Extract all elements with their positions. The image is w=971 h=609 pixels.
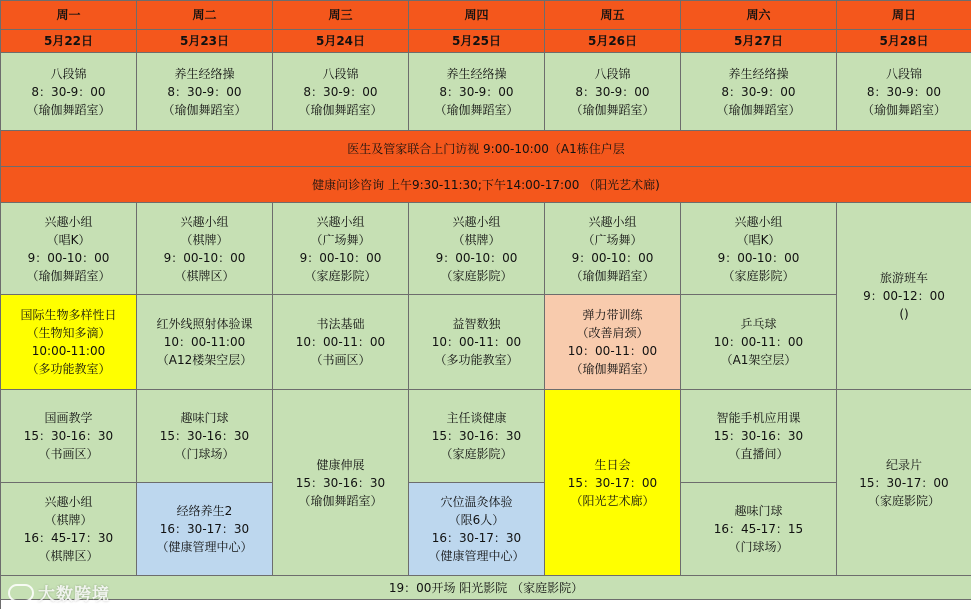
activity-time: 9：00-10：00	[435, 250, 518, 265]
weekday-header	[273, 1, 409, 30]
activity-name: 兴趣小组	[452, 214, 501, 229]
activity-cell	[273, 295, 409, 390]
activity-cell	[409, 390, 545, 483]
activity-place: （多功能教室）	[26, 362, 111, 376]
date-label: 5月26日	[587, 34, 638, 48]
activity-time: 10：00-11：00	[567, 344, 658, 358]
activity-time: 8：30-9：00	[439, 84, 514, 99]
weekday-label: 周四	[464, 8, 489, 22]
activity-name: 穴位温灸体验	[440, 495, 513, 509]
activity-name: 养生经络操	[174, 66, 235, 81]
activity-time: 9：00-12：00	[863, 289, 945, 303]
activity-name: 兴趣小组	[588, 214, 637, 229]
activity-time: 8：30-9：00	[31, 84, 106, 99]
activity-name: 兴趣小组	[734, 214, 783, 229]
visit-banner-text: 医生及管家联合上门访视 9:00-10:00（A1栋住户层	[347, 141, 625, 156]
activity-cell	[681, 295, 837, 390]
activity-name: 旅游班车	[879, 271, 928, 285]
activity-cell	[409, 53, 545, 131]
activity-name: 八段锦	[885, 66, 922, 81]
activity-name: 智能手机应用课	[716, 411, 801, 425]
activity-time: 15：30-17：00	[859, 475, 949, 490]
activity-cell	[409, 483, 545, 576]
watermark	[8, 580, 110, 605]
activity-cell	[681, 203, 837, 295]
activity-time: 8：30-9：00	[303, 84, 378, 99]
watermark-text: 大数跨境	[38, 585, 110, 605]
activity-cell	[137, 53, 273, 131]
activity-time: 9：00-10：00	[571, 250, 654, 265]
activity-cell	[837, 53, 971, 131]
activity-name: 主任谈健康	[446, 411, 507, 425]
activity-sub: （广场舞）	[310, 232, 371, 247]
activity-place: （瑜伽舞蹈室）	[716, 102, 801, 117]
activity-name: 健康伸展	[316, 457, 365, 472]
evening-banner-text: 19：00开场 阳光影院 （家庭影院）	[388, 580, 584, 595]
activity-cell	[545, 390, 681, 576]
activity-sub: （改善肩颈）	[576, 326, 649, 340]
activity-time: 16：45-17：15	[713, 522, 804, 536]
date-header	[1, 30, 137, 53]
activity-place: （棋牌区）	[174, 268, 235, 283]
weekday-label: 周五	[600, 8, 625, 22]
activity-name: 国际生物多样性日	[20, 308, 117, 322]
activity-name: 趣味门球	[734, 504, 783, 518]
weekday-header	[837, 1, 971, 30]
activity-name: 养生经络操	[728, 66, 789, 81]
date-label: 5月22日	[43, 34, 94, 48]
activity-time: 16：45-17：30	[23, 531, 114, 545]
activity-name: 八段锦	[50, 66, 87, 81]
activity-cell	[1, 483, 137, 576]
activity-time: 15：30-16：30	[431, 429, 522, 443]
activity-time: 10:00-11:00	[31, 344, 106, 358]
activity-place: （瑜伽舞蹈室）	[162, 102, 247, 117]
activity-place: （健康管理中心）	[156, 540, 253, 554]
activity-place: （瑜伽舞蹈室）	[26, 102, 111, 117]
date-label: 5月27日	[733, 34, 784, 48]
activity-time: 9：00-10：00	[299, 250, 382, 265]
activity-sub: （唱K）	[736, 232, 781, 247]
activity-name: 书法基础	[316, 317, 365, 331]
activity-sub: （广场舞）	[582, 232, 643, 247]
activity-time: 10：00-11:00	[163, 335, 246, 349]
activity-place: （A12楼架空层）	[156, 353, 253, 367]
activity-time: 15：30-16：30	[295, 475, 386, 490]
activity-place: （瑜伽舞蹈室）	[570, 362, 655, 376]
weekday-header	[545, 1, 681, 30]
date-header	[681, 30, 837, 53]
evening-banner	[1, 576, 971, 600]
activity-name: 弹力带训练	[582, 308, 643, 322]
date-label: 5月23日	[179, 34, 230, 48]
weekday-label: 周六	[746, 8, 771, 22]
date-label: 5月28日	[879, 34, 929, 48]
activity-cell	[409, 295, 545, 390]
activity-cell	[1, 53, 137, 131]
activity-place: （瑜伽舞蹈室）	[861, 102, 946, 117]
activity-time: 10：00-11：00	[431, 335, 522, 349]
activity-name: 国画教学	[44, 411, 93, 425]
activity-place: （瑜伽舞蹈室）	[26, 268, 111, 283]
activity-cell	[137, 390, 273, 483]
activity-cell	[545, 203, 681, 295]
activity-place: （健康管理中心）	[428, 549, 525, 563]
activity-place: （家庭影院）	[304, 268, 377, 283]
activity-place: （瑜伽舞蹈室）	[434, 102, 519, 117]
activity-name: 养生经络操	[446, 66, 507, 81]
activity-name: 八段锦	[322, 66, 359, 81]
activity-sub: （限6人）	[448, 513, 505, 527]
activity-sub: （棋牌）	[452, 232, 501, 247]
activity-time: 15：30-16：30	[23, 429, 114, 443]
activity-name: 趣味门球	[180, 411, 229, 425]
activity-time: 15：30-16：30	[159, 429, 250, 443]
weekday-label: 周一	[56, 8, 81, 22]
activity-time: 10：00-11：00	[295, 335, 386, 349]
activity-cell	[137, 483, 273, 576]
activity-cell	[681, 53, 837, 131]
activity-cell	[273, 390, 409, 576]
activity-place: （棋牌区）	[38, 549, 99, 563]
activity-name: 生日会	[594, 457, 631, 472]
activity-time: 8：30-9：00	[167, 84, 242, 99]
consult-banner	[1, 167, 971, 203]
activity-time: 9：00-10：00	[27, 250, 110, 265]
activity-place: （阳光艺术廊）	[570, 493, 655, 508]
weekday-header	[137, 1, 273, 30]
weekday-label: 周二	[192, 8, 217, 22]
activity-time: 8：30-9：00	[866, 84, 942, 99]
activity-sub: （棋牌）	[44, 513, 93, 527]
activity-cell	[273, 53, 409, 131]
activity-place: （家庭影院）	[440, 268, 513, 283]
activity-name: 纪录片	[885, 457, 922, 472]
activity-time: 15：30-17：00	[567, 475, 658, 490]
activity-name: 兴趣小组	[44, 214, 93, 229]
activity-cell	[837, 203, 971, 390]
activity-place: （家庭影院）	[867, 493, 940, 508]
weekday-label: 周三	[328, 8, 353, 22]
activity-time: 9：00-10：00	[163, 250, 246, 265]
activity-cell	[137, 203, 273, 295]
activity-name: 八段锦	[594, 66, 631, 81]
activity-place: （瑜伽舞蹈室）	[570, 268, 655, 283]
activity-cell	[545, 295, 681, 390]
activity-cell	[1, 295, 137, 390]
activity-cell	[837, 390, 971, 576]
activity-cell	[409, 203, 545, 295]
activity-time: 16：30-17：30	[431, 531, 522, 545]
activity-name: 经络养生2	[176, 504, 233, 518]
date-header	[837, 30, 971, 53]
activity-name: 红外线照射体验课	[156, 317, 253, 331]
activity-cell	[273, 203, 409, 295]
activity-place: （瑜伽舞蹈室）	[298, 493, 383, 508]
date-header	[137, 30, 273, 53]
weekday-header	[1, 1, 137, 30]
weekday-header	[681, 1, 837, 30]
weekday-header	[409, 1, 545, 30]
activity-cell	[1, 203, 137, 295]
watermark-logo-icon	[8, 584, 34, 602]
consult-banner-text: 健康问诊咨询 上午9:30-11:30;下午14:00-17:00 （阳光艺术廊)	[312, 177, 660, 192]
activity-cell	[137, 295, 273, 390]
activity-time: 15：30-16：30	[713, 429, 804, 443]
date-header	[545, 30, 681, 53]
date-label: 5月24日	[315, 34, 366, 48]
activity-place: （家庭影院）	[722, 268, 795, 283]
activity-place: （A1架空层）	[720, 353, 797, 367]
date-label: 5月25日	[451, 34, 502, 48]
weekday-label: 周日	[891, 8, 916, 22]
activity-place: （瑜伽舞蹈室）	[570, 102, 655, 117]
activity-cell	[1, 390, 137, 483]
activity-time: 9：00-10：00	[717, 250, 800, 265]
activity-place: （直播间）	[728, 447, 789, 461]
date-header	[409, 30, 545, 53]
activity-name: 兴趣小组	[316, 214, 365, 229]
date-header	[273, 30, 409, 53]
activity-sub: （棋牌）	[180, 232, 229, 247]
activity-time: 8：30-9：00	[721, 84, 796, 99]
activity-place: （门球场）	[174, 447, 235, 461]
activity-cell	[545, 53, 681, 131]
activity-name: 兴趣小组	[180, 214, 229, 229]
activity-time: 16：30-17：30	[159, 522, 250, 536]
activity-cell	[681, 390, 837, 483]
activity-sub: （唱K）	[46, 232, 91, 247]
activity-name: 兴趣小组	[44, 495, 93, 509]
activity-cell	[681, 483, 837, 576]
activity-place: （书画区）	[310, 353, 371, 367]
activity-place: ()	[899, 307, 909, 321]
activity-place: （家庭影院）	[440, 447, 513, 461]
activity-place: （瑜伽舞蹈室）	[298, 102, 383, 117]
activity-place: （多功能教室）	[434, 353, 519, 367]
visit-banner	[1, 131, 971, 167]
activity-place: （书画区）	[38, 447, 99, 461]
activity-name: 益智数独	[452, 317, 501, 331]
activity-time: 10：00-11：00	[713, 335, 804, 349]
activity-place: （门球场）	[728, 540, 789, 554]
activity-time: 8：30-9：00	[575, 84, 650, 99]
activity-sub: （生物知多滴）	[26, 326, 111, 340]
activity-name: 乒乓球	[740, 317, 777, 331]
